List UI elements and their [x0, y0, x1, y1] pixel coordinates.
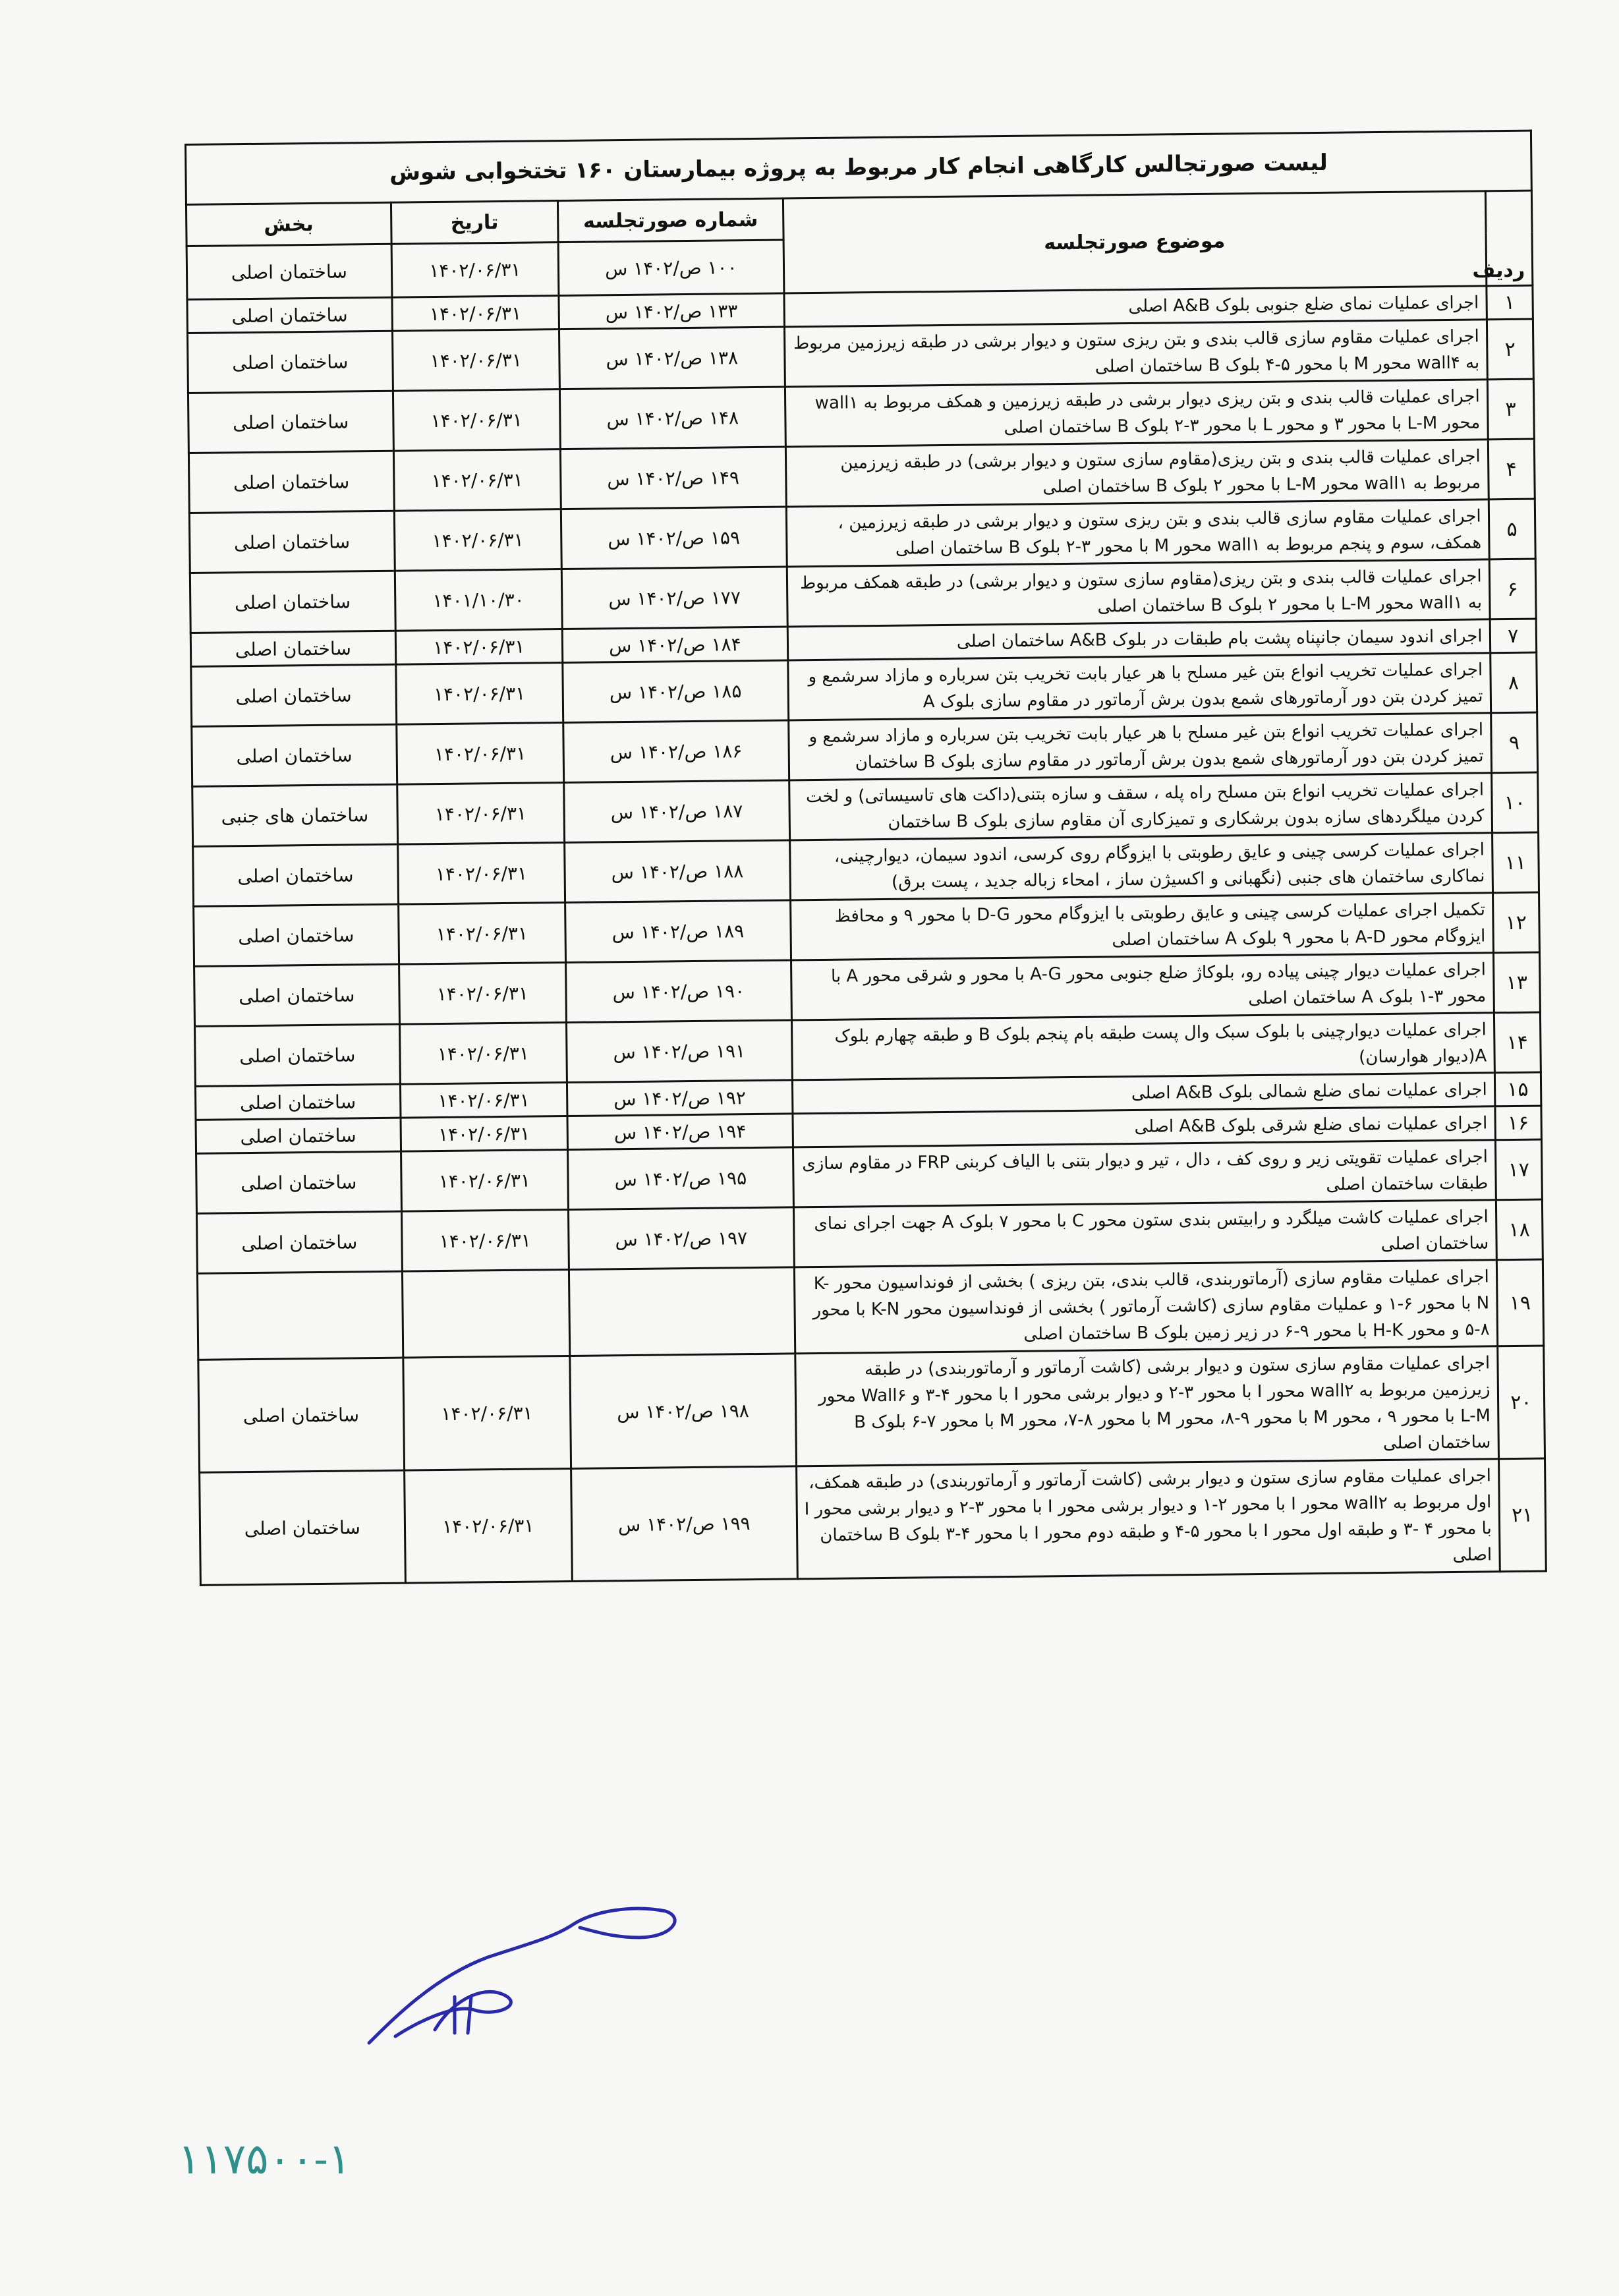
- cell-subject: اجرای عملیات مقاوم سازی ستون و دیوار برشی (کاشت آرماتور و آرماتوربندی) در طبقه زیرزمین مربوط به wall۲ محور I با محور ۳-۲ و دیوار برشی محور I با محور ۴-۳ و Wall۶ محور L-M با محور ۹ ، محور M با محور ۹-۸، محور M با محور ۸-۷، محور M با محور ۷-۶ بلوک B ساختمان اصلی: [795, 1346, 1498, 1466]
- cell-radif: ۱۰: [1491, 772, 1538, 833]
- cell-date: [402, 1269, 570, 1358]
- cell-subject: اجرای عملیات کرسی چینی و عایق رطوبتی با ایزوگام روی کرسی، اندود سیمان، دیوارچینی، نماکاری ساختمان های جنبی (نگهبانی و اکسیژن ساز ، امحاء زباله جدید ، پست برق): [789, 833, 1492, 900]
- cell-section: ساختمان اصلی: [188, 331, 393, 393]
- header-radif: ردیف: [1485, 190, 1533, 286]
- cell-number: ۱۹۵ ص/۱۴۰۲ س: [568, 1147, 793, 1210]
- cell-number: ۱۹۴ ص/۱۴۰۲ س: [567, 1114, 793, 1150]
- cell-subject: اجرای عملیات مقاوم سازی قالب بندی و بتن ریزی ستون و دیوار برشی در طبقه زیرزمین ، همکف، سوم و پنجم مربوط به wall۱ محور M با محور ۳-۲ بلوک B ساختمان اصلی: [786, 500, 1489, 567]
- cell-section: [197, 1271, 403, 1360]
- cell-radif: ۱۲: [1492, 892, 1539, 953]
- cell-date: ۱۴۰۲/۰۶/۳۱: [393, 449, 561, 511]
- cell-date: ۱۴۰۲/۰۶/۳۱: [401, 1149, 568, 1211]
- cell-number: ۱۸۷ ص/۱۴۰۲ س: [564, 780, 789, 843]
- cell-radif: ۱۸: [1496, 1199, 1543, 1260]
- cell-radif: ۲۰: [1497, 1346, 1545, 1459]
- cell-date: ۱۴۰۲/۰۶/۳۱: [397, 783, 564, 845]
- cell-section: ساختمان اصلی: [193, 844, 398, 906]
- cell-section: ساختمان اصلی: [188, 391, 393, 453]
- cell-section: ساختمان اصلی: [190, 631, 395, 666]
- cell-date: ۱۴۰۲/۰۶/۳۱: [392, 296, 559, 331]
- cell-number: [569, 1267, 795, 1356]
- cell-radif: ۷: [1490, 619, 1537, 653]
- cell-number: ۱۴۸ ص/۱۴۰۲ س: [560, 387, 785, 449]
- cell-subject: اجرای عملیات نمای ضلع شمالی بلوک A&B اصلی: [792, 1073, 1494, 1114]
- cell-date: ۱۴۰۲/۰۶/۳۱: [397, 843, 565, 905]
- cell-number: ۱۰۰ ص/۱۴۰۲ س: [558, 240, 783, 296]
- cell-radif: ۵: [1489, 499, 1535, 560]
- cell-number: ۱۹۲ ص/۱۴۰۲ س: [567, 1080, 793, 1116]
- cell-section: ساختمان اصلی: [194, 964, 399, 1026]
- table-row: [197, 1259, 1543, 1360]
- cell-radif: ۴: [1488, 439, 1535, 500]
- document-title: لیست صورتجالس کارگاهی انجام کار مربوط به پروژه بیمارستان ۱۶۰ تختخوابی شوش: [186, 130, 1532, 204]
- cell-date: ۱۴۰۲/۰۶/۳۱: [399, 1023, 567, 1085]
- cell-section: ساختمان اصلی: [186, 244, 391, 299]
- cell-section: ساختمان اصلی: [196, 1118, 401, 1153]
- cell-subject: اجرای عملیات نمای ضلع جنوبی بلوک A&B اصلی: [784, 286, 1487, 327]
- cell-subject: اجرای عملیات دیوارچینی با بلوک سبک وال پست طبقه بام پنجم بلوک B و طبقه چهارم بلوک A(دیوار هوارسان): [791, 1013, 1494, 1080]
- cell-number: ۱۹۱ ص/۱۴۰۲ س: [567, 1020, 792, 1083]
- table-body: [187, 285, 1546, 1585]
- cell-section: ساختمان اصلی: [194, 904, 399, 966]
- cell-subject: اجرای عملیات مقاوم سازی (آرماتوربندی، قالب بندی، بتن ریزی ) بخشی از فونداسیون محور K-N با محور ۶-۱ و عملیات مقاوم سازی (کاشت آرماتور ) بخشی از فونداسیون محور K-N با محور ۸-۵ و محور H-K با محور ۹-۶ در زیر زمین بلوک B ساختمان اصلی: [794, 1260, 1497, 1354]
- cell-section: ساختمان اصلی: [196, 1151, 401, 1213]
- cell-section: ساختمان اصلی: [195, 1084, 400, 1120]
- cell-number: ۱۹۰ ص/۱۴۰۲ س: [566, 960, 791, 1023]
- cell-subject: اجرای عملیات تخریب انواع بتن مسلح راه پله ، سقف و سازه بتنی(داکت های تاسیساتی) و لخت کردن میلگردهای سازه بدون برشکاری و تمیزکاری آن مقاوم سازی بلوک B ساختمان: [789, 773, 1492, 840]
- cell-date: ۱۴۰۲/۰۶/۳۱: [399, 963, 566, 1025]
- cell-subject: اجرای عملیات تقویتی زیر و روی کف ، دال ، تیر و دیوار بتنی با الیاف کربنی FRP در مقاوم سازی طبقات ساختمان اصلی: [793, 1140, 1496, 1207]
- cell-subject: اجرای عملیات تخریب انواع بتن غیر مسلح با هر عیار بابت تخریب بتن سرباره و مازاد سرشمع و تمیز کردن بتن دور آرماتورهای شمع بدون برش آرماتور در مقاوم سازی بلوک A: [787, 653, 1491, 720]
- cell-number: ۱۴۹ ص/۱۴۰۲ س: [560, 447, 785, 509]
- cell-radif: ۶: [1489, 559, 1536, 619]
- cell-number: ۱۹۸ ص/۱۴۰۲ س: [570, 1354, 796, 1469]
- cell-date: ۱۴۰۲/۰۶/۳۱: [401, 1209, 569, 1271]
- cell-section: ساختمان اصلی: [187, 297, 392, 333]
- cell-number: ۱۸۹ ص/۱۴۰۲ س: [565, 900, 791, 963]
- cell-radif: ۹: [1491, 712, 1537, 773]
- cell-section: ساختمان اصلی: [198, 1358, 404, 1472]
- cell-radif: ۱۴: [1494, 1012, 1541, 1073]
- cell-radif: ۸: [1490, 652, 1537, 713]
- cell-subject: اجرای عملیات قالب بندی و بتن ریزی دیوار برشی در طبقه زیرزمین و همکف مربوط به wall۱ محور L-M با محور ۳ و محور L با محور ۳-۲ بلوک B ساختمان اصلی: [785, 380, 1488, 447]
- cell-subject: اجرای عملیات کاشت میلگرد و رابیتس بندی ستون محور C با محور ۷ بلوک A جهت اجرای نمای ساختمان اصلی: [793, 1200, 1496, 1267]
- header-subject: موضوع صورتجلسه: [783, 191, 1486, 293]
- cell-date: ۱۴۰۲/۰۶/۳۱: [393, 389, 560, 451]
- cell-radif: ۱۷: [1495, 1139, 1542, 1200]
- cell-date: ۱۴۰۲/۰۶/۳۱: [395, 663, 563, 725]
- cell-date: ۱۴۰۲/۰۶/۳۱: [392, 330, 559, 391]
- cell-subject: اجرای عملیات دیوار چینی پیاده رو، بلوکاژ ضلع جنوبی محور A-G با محور و شرقی محور A با محور ۳-۱ بلوک A ساختمان اصلی: [791, 953, 1494, 1020]
- cell-section: ساختمان اصلی: [191, 664, 396, 726]
- cell-number: ۱۹۷ ص/۱۴۰۲ س: [569, 1207, 794, 1270]
- cell-subject: اجرای عملیات مقاوم سازی قالب بندی و بتن ریزی ستون و دیوار برشی در طبقه زیرزمین مربوط به wall۴ محور M با محور ۵-۴ بلوک B ساختمان اصلی: [784, 320, 1487, 387]
- cell-radif: ۱۹: [1496, 1259, 1544, 1346]
- cell-radif: ۱۶: [1495, 1106, 1542, 1140]
- cell-subject: اجرای عملیات نمای ضلع شرقی بلوک A&B اصلی: [793, 1106, 1495, 1147]
- cell-date: ۱۴۰۲/۰۶/۳۱: [391, 243, 559, 298]
- cell-subject: اجرای عملیات قالب بندی و بتن ریزی(مقاوم سازی ستون و دیوار برشی) در طبقه همکف مربوط به wall۱ محور L-M با محور ۲ بلوک B ساختمان اصلی: [787, 560, 1490, 627]
- cell-date: ۱۴۰۲/۰۶/۳۱: [401, 1116, 568, 1151]
- header-date: تاریخ: [391, 201, 558, 244]
- cell-date: ۱۴۰۲/۰۶/۳۱: [400, 1082, 567, 1118]
- cell-number: ۱۳۸ ص/۱۴۰۲ س: [559, 327, 785, 389]
- cell-radif: ۲: [1487, 319, 1533, 380]
- cell-radif: ۳: [1487, 379, 1534, 440]
- cell-date: ۱۴۰۲/۰۶/۳۱: [396, 723, 563, 785]
- header-number: شماره صورتجلسه: [558, 198, 783, 243]
- cell-subject: اجرای عملیات قالب بندی و بتن ریزی(مقاوم سازی ستون و دیوار برشی) در طبقه زیرزمین مربوط به wall۱ محور L-M با محور ۲ بلوک B ساختمان اصلی: [785, 440, 1489, 507]
- cell-number: ۱۹۹ ص/۱۴۰۲ س: [571, 1466, 797, 1582]
- cell-number: ۱۳۳ ص/۱۴۰۲ س: [559, 293, 784, 330]
- handwritten-note: ۱۱۷۵۰۰-۱: [178, 2135, 351, 2184]
- cell-subject: اجرای عملیات مقاوم سازی ستون و دیوار برشی (کاشت آرماتور و آرماتوربندی) در طبقه همکف، اول مربوط به wall۲ محور I با محور ۲-۱ و دیوار برشی محور I با محور ۳-۲ و دیوار برشی محور I با محور ۴ -۳ و طبقه اول محور I با محور ۵-۴ و طبقه دوم محور I با محور ۴-۳ بلوک B ساختمان اصلی: [796, 1459, 1500, 1579]
- cell-section: ساختمان اصلی: [195, 1024, 400, 1086]
- cell-section: ساختمان اصلی: [188, 451, 393, 513]
- cell-number: ۱۸۵ ص/۱۴۰۲ س: [563, 660, 788, 723]
- table-row: [198, 1346, 1545, 1472]
- cell-date: ۱۴۰۲/۰۶/۳۱: [403, 1356, 571, 1470]
- cell-section: ساختمان اصلی: [192, 724, 397, 786]
- cell-number: ۱۵۹ ص/۱۴۰۲ س: [561, 507, 786, 569]
- cell-subject: تکمیل اجرای عملیات کرسی چینی و عایق رطوبتی با ایزوگام محور D-G با محور ۹ و محافظ ایزوگام محور A-D با محور ۹ بلوک A ساختمان اصلی: [790, 893, 1493, 960]
- cell-radif: ۱: [1486, 285, 1533, 320]
- cell-number: ۱۸۶ ص/۱۴۰۲ س: [563, 720, 789, 783]
- cell-radif: ۱۳: [1493, 952, 1540, 1013]
- cell-date: ۱۴۰۲/۰۶/۳۱: [398, 903, 565, 965]
- cell-section: ساختمان های جنبی: [192, 784, 397, 846]
- cell-section: ساختمان اصلی: [189, 511, 394, 573]
- cell-subject: اجرای اندود سیمان جانپناه پشت بام طبقات در بلوک A&B ساختمان اصلی: [787, 619, 1490, 660]
- cell-section: ساختمان اصلی: [190, 571, 395, 633]
- header-section: بخش: [186, 202, 391, 246]
- table-row: [200, 1458, 1547, 1585]
- minutes-table: [185, 130, 1547, 1586]
- cell-date: ۱۴۰۱/۱۰/۳۰: [395, 569, 562, 631]
- cell-number: ۱۸۸ ص/۱۴۰۲ س: [565, 840, 790, 903]
- cell-date: ۱۴۰۲/۰۶/۳۱: [404, 1468, 572, 1583]
- cell-radif: ۲۱: [1498, 1458, 1546, 1572]
- document-sheet: [185, 130, 1550, 1851]
- cell-section: ساختمان اصلی: [197, 1211, 402, 1273]
- cell-number: ۱۸۴ ص/۱۴۰۲ س: [562, 627, 787, 663]
- cell-subject: اجرای عملیات تخریب انواع بتن غیر مسلح با هر عیار بابت تخریب بتن سرباره و مازاد سرشمع و تمیز کردن بتن دور آرماتورهای شمع بدون برش آرماتور در مقاوم سازی بلوک B ساختمان: [788, 713, 1491, 780]
- cell-number: ۱۷۷ ص/۱۴۰۲ س: [561, 567, 787, 629]
- cell-radif: ۱۱: [1492, 832, 1539, 893]
- cell-date: ۱۴۰۲/۰۶/۳۱: [394, 509, 561, 571]
- signature: [356, 1898, 698, 2056]
- cell-date: ۱۴۰۲/۰۶/۳۱: [395, 629, 563, 665]
- cell-radif: ۱۵: [1494, 1072, 1541, 1106]
- cell-section: ساختمان اصلی: [200, 1470, 405, 1585]
